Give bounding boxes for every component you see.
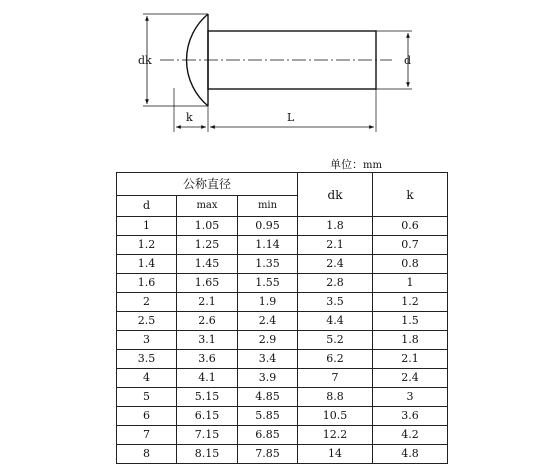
cell-d: 1.4 [117,255,177,274]
rivet-dimension-table [116,172,448,464]
cell-max: 1.45 [177,255,238,274]
table-row [117,236,448,255]
cell-d: 6 [117,407,177,426]
L-label: L [287,111,295,124]
cell-max: 2.1 [177,293,238,312]
cell-d: 2.5 [117,312,177,331]
table-header-row [117,173,448,196]
table-row [117,312,448,331]
cell-k: 1.8 [373,331,448,350]
cell-dk: 4.4 [298,312,373,331]
cell-d: 3 [117,331,177,350]
table-row [117,293,448,312]
k-label: k [186,111,193,124]
cell-dk: 1.8 [298,217,373,236]
cell-dk: 7 [298,369,373,388]
cell-min: 7.85 [238,445,298,464]
cell-k: 0.8 [373,255,448,274]
cell-max: 1.65 [177,274,238,293]
cell-max: 1.05 [177,217,238,236]
cell-k: 4.2 [373,426,448,445]
rivet-drawing [0,0,546,150]
cell-k: 1.2 [373,293,448,312]
cell-max: 4.1 [177,369,238,388]
cell-max: 3.6 [177,350,238,369]
cell-d: 1.2 [117,236,177,255]
cell-dk: 2.1 [298,236,373,255]
cell-max: 3.1 [177,331,238,350]
cell-d: 5 [117,388,177,407]
cell-d: 1 [117,217,177,236]
cell-dk: 2.8 [298,274,373,293]
cell-min: 2.4 [238,312,298,331]
cell-k: 1.5 [373,312,448,331]
header-k: k [373,173,448,217]
cell-min: 0.95 [238,217,298,236]
cell-d: 4 [117,369,177,388]
table-row [117,274,448,293]
cell-min: 1.14 [238,236,298,255]
unit-note-unit: mm [363,160,382,171]
cell-dk: 14 [298,445,373,464]
table-row [117,350,448,369]
header-nominal-diameter: 公称直径 [117,173,298,196]
cell-min: 3.9 [238,369,298,388]
table-row [117,388,448,407]
cell-k: 3 [373,388,448,407]
cell-max: 2.6 [177,312,238,331]
table-row [117,217,448,236]
cell-k: 0.6 [373,217,448,236]
cell-k: 1 [373,274,448,293]
cell-max: 8.15 [177,445,238,464]
cell-min: 1.35 [238,255,298,274]
table-row [117,369,448,388]
table-body [117,217,448,464]
header-min: min [238,196,298,217]
cell-d: 7 [117,426,177,445]
unit-note-label: 单位： [330,158,363,171]
cell-min: 3.4 [238,350,298,369]
cell-min: 4.85 [238,388,298,407]
cell-d: 1.6 [117,274,177,293]
dk-label: dk [138,54,152,67]
cell-min: 2.9 [238,331,298,350]
unit-note [330,156,382,172]
cell-min: 5.85 [238,407,298,426]
cell-max: 6.15 [177,407,238,426]
cell-d: 2 [117,293,177,312]
cell-min: 1.55 [238,274,298,293]
cell-k: 3.6 [373,407,448,426]
d-label: d [404,54,412,67]
table-row [117,445,448,464]
table-row [117,255,448,274]
cell-max: 1.25 [177,236,238,255]
cell-dk: 8.8 [298,388,373,407]
cell-dk: 3.5 [298,293,373,312]
table-row [117,331,448,350]
cell-dk: 5.2 [298,331,373,350]
cell-min: 6.85 [238,426,298,445]
cell-max: 7.15 [177,426,238,445]
cell-min: 1.9 [238,293,298,312]
cell-d: 3.5 [117,350,177,369]
cell-dk: 12.2 [298,426,373,445]
cell-k: 0.7 [373,236,448,255]
cell-dk: 6.2 [298,350,373,369]
header-d: d [117,196,177,217]
header-dk: dk [298,173,373,217]
header-max: max [177,196,238,217]
cell-max: 5.15 [177,388,238,407]
cell-dk: 10.5 [298,407,373,426]
cell-dk: 2.4 [298,255,373,274]
table-row [117,426,448,445]
cell-d: 8 [117,445,177,464]
cell-k: 4.8 [373,445,448,464]
table-row [117,407,448,426]
cell-k: 2.1 [373,350,448,369]
cell-k: 2.4 [373,369,448,388]
